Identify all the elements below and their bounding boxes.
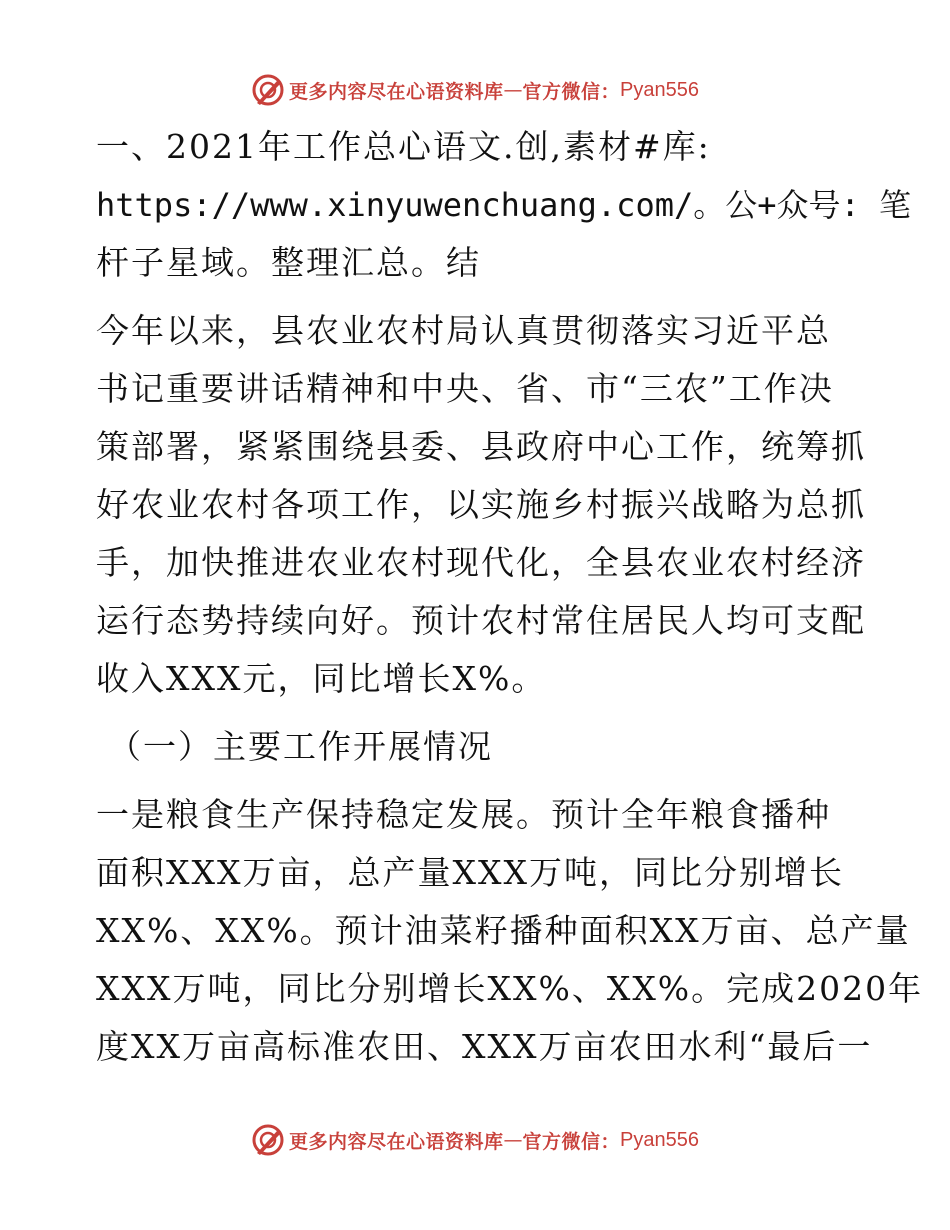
document-body: [96, 118, 924, 1076]
text-line: 杆子星域。整理汇总。结: [96, 243, 481, 282]
text-line: 手，加快推进农业农村现代化，全县农业农村经济: [96, 543, 866, 582]
paragraph-heading-2021: [96, 118, 912, 292]
watermark-title: 更多内容尽在心语资料库: [289, 1130, 504, 1153]
text-line: 度XX万亩高标准农田、XXX万亩农田水利“最后一: [96, 1027, 873, 1066]
text-line: 运行态势持续向好。预计农村常住居民人均可支配: [96, 601, 866, 640]
watermark-id: Pyan556: [620, 78, 699, 101]
section-heading: [96, 718, 856, 776]
watermark-footer: [0, 1120, 950, 1160]
watermark-title: 更多内容尽在心语资料库: [289, 80, 504, 103]
text-line: 一、2021年工作总心语文.创,素材#库:: [96, 127, 711, 166]
text-line: 策部署，紧紧围绕县委、县政府中心工作，统筹抓: [96, 427, 866, 466]
watermark-logo-icon: [251, 1123, 285, 1157]
section-title: （一）主要工作开展情况: [108, 727, 493, 766]
text-line: 收入XXX元，同比增长X%。: [96, 659, 547, 698]
watermark-header: [0, 70, 950, 110]
text-line: https://www.xinyuwenchuang.com/。公+众号: 笔: [96, 186, 912, 224]
text-line: XX%、XX%。预计油菜籽播种面积XX万亩、总产量: [96, 911, 911, 950]
watermark-id: Pyan556: [620, 1128, 699, 1151]
watermark-separator: —: [503, 79, 523, 101]
text-line: 书记重要讲话精神和中央、省、市“三农”工作决: [96, 369, 834, 408]
paragraph-summary: [96, 302, 866, 708]
text-line: 好农业农村各项工作，以实施乡村振兴战略为总抓: [96, 485, 866, 524]
watermark-official: 官方微信：: [522, 80, 621, 103]
text-line: 一是粮食生产保持稳定发展。预计全年粮食播种: [96, 795, 831, 834]
watermark-official: 官方微信：: [522, 1130, 621, 1153]
paragraph-grain-production: [96, 786, 924, 1076]
watermark-separator: —: [503, 1129, 523, 1151]
watermark-logo-icon: [251, 73, 285, 107]
text-line: 面积XXX万亩，总产量XXX万吨，同比分别增长: [96, 853, 844, 892]
text-line: 今年以来，县农业农村局认真贯彻落实习近平总: [96, 311, 831, 350]
text-line: XXX万吨，同比分别增长XX%、XX%。完成2020年: [96, 969, 924, 1008]
